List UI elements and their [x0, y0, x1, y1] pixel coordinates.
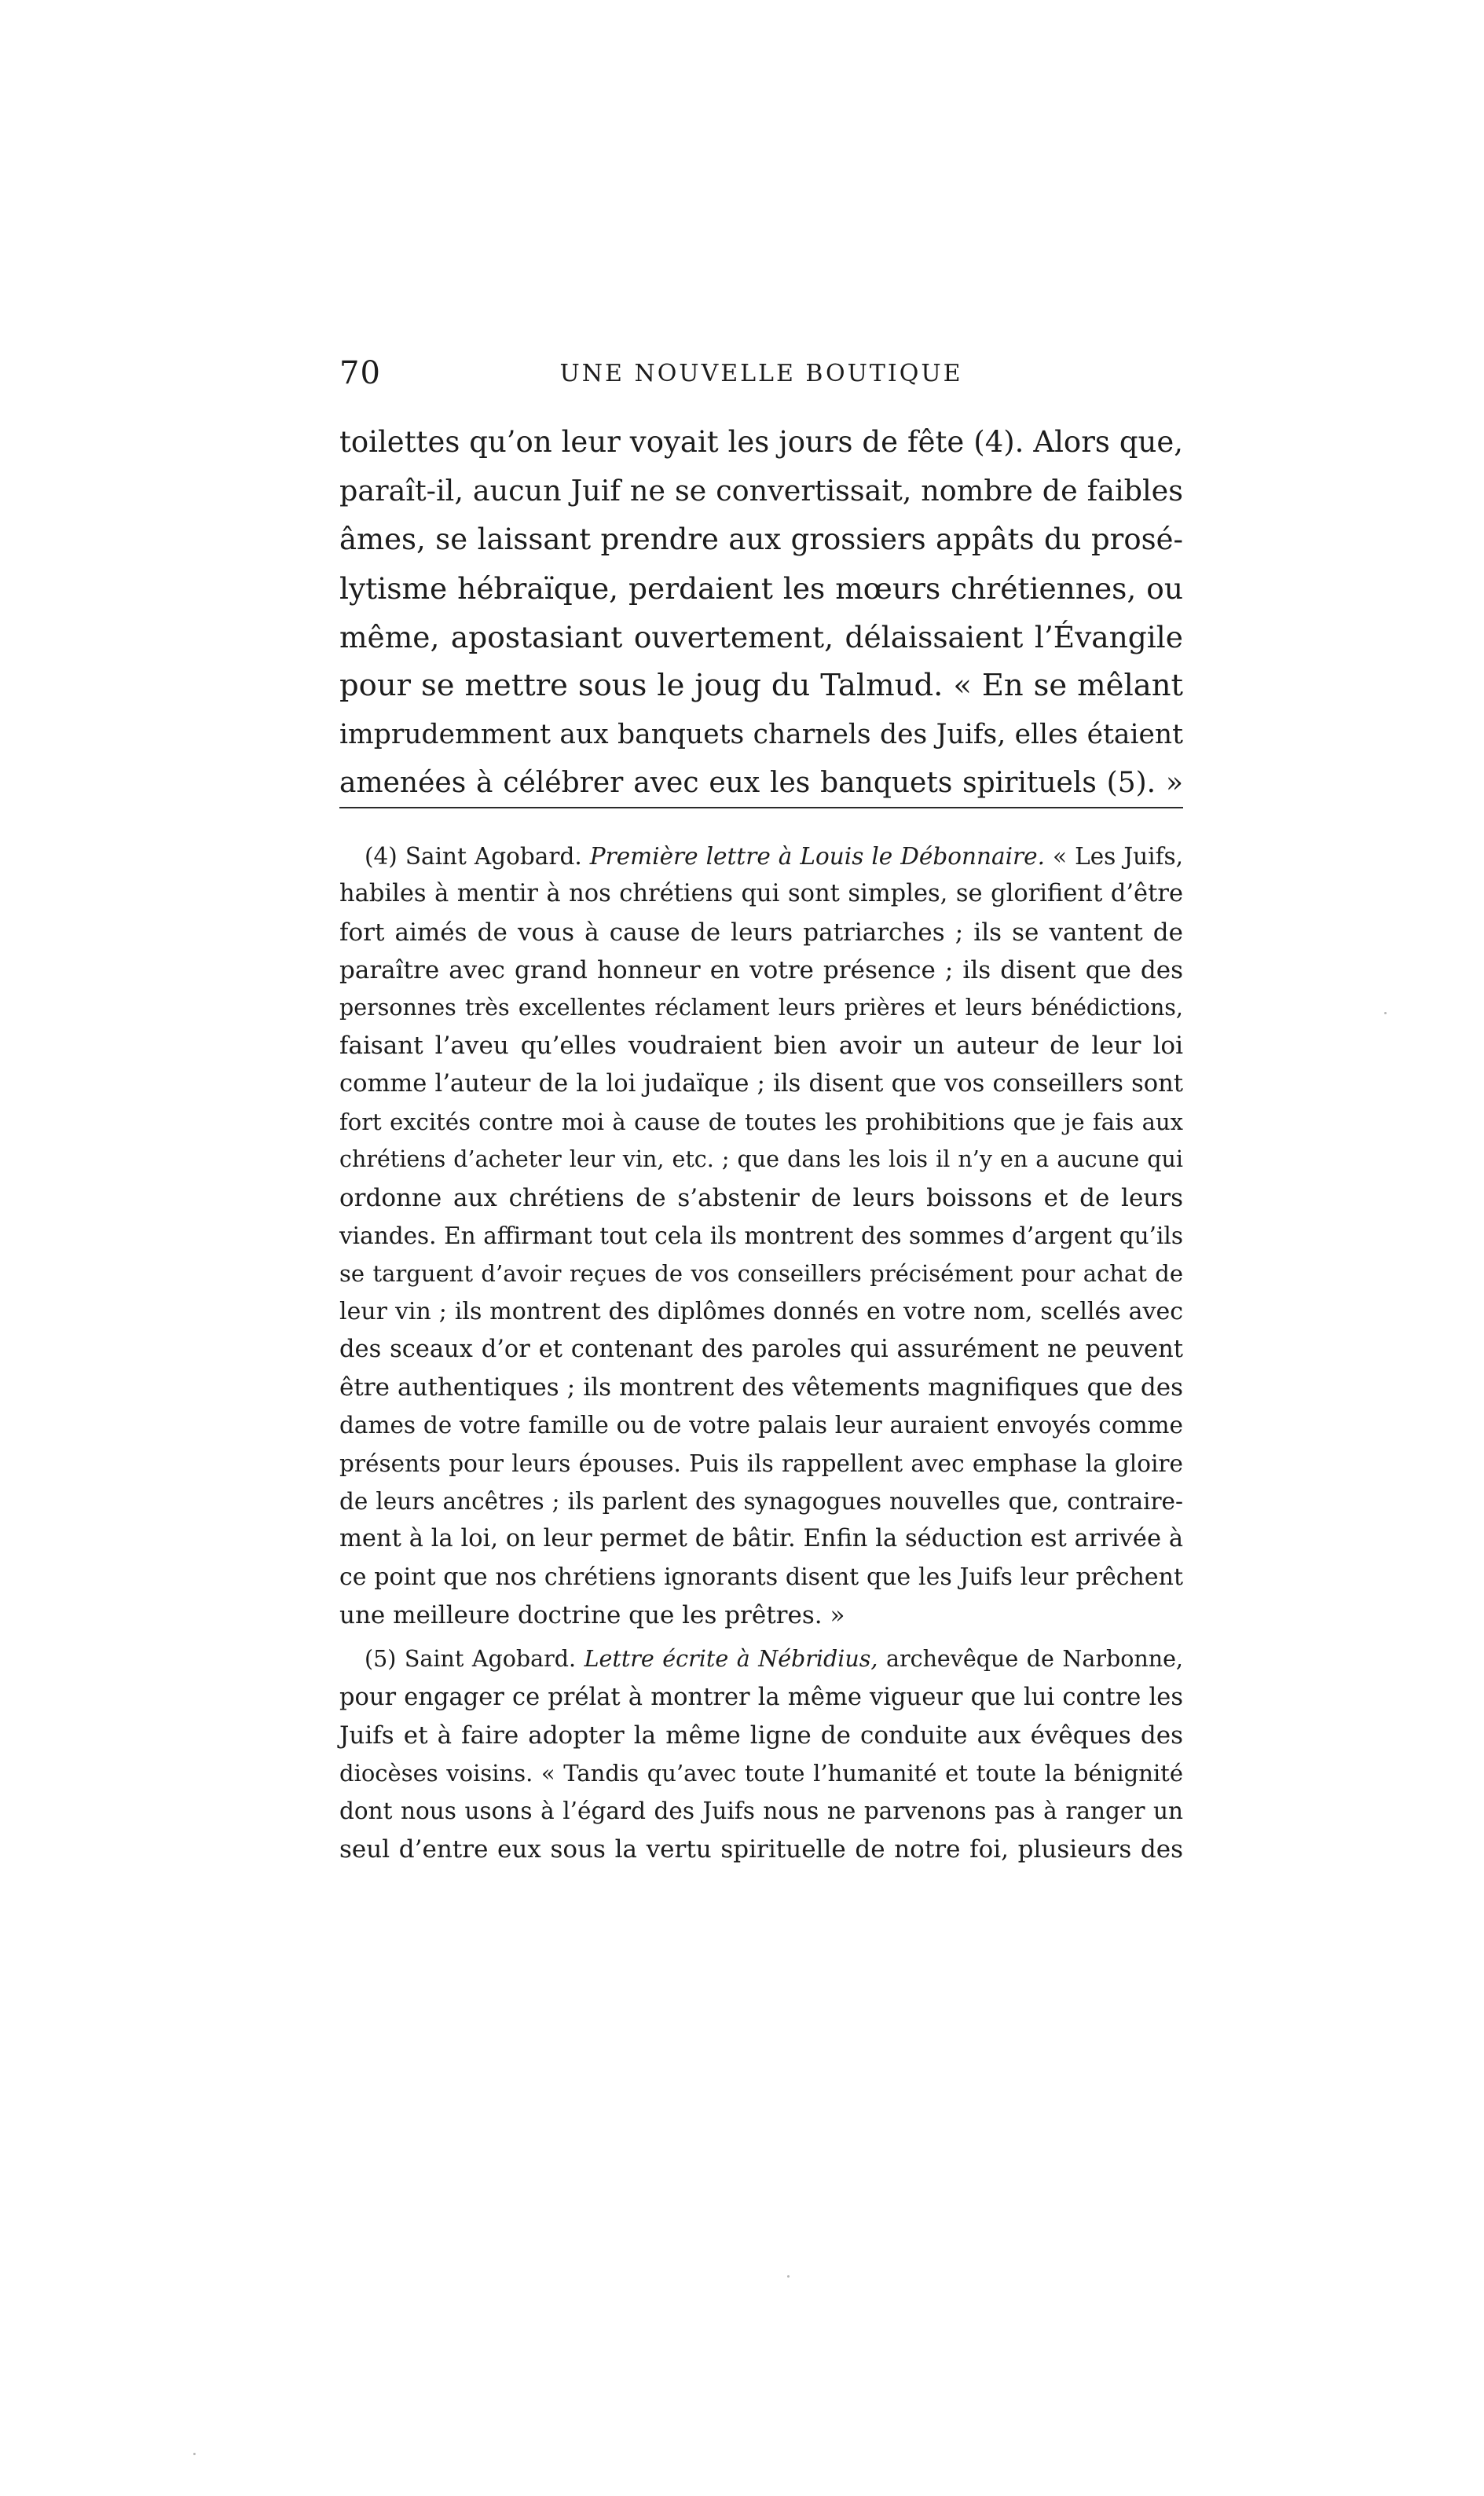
paper-speck — [193, 2453, 196, 2455]
footnote-line: une meilleure doctrine que les prêtres. » — [339, 1600, 845, 1629]
footnote-line: ce point que nos chrétiens ignorants disent que les Juifs leur prêchent — [339, 1563, 1183, 1591]
footnote-line: seul d’entre eux sous la vertu spirituelle de notre foi, plusieurs des — [339, 1834, 1183, 1864]
footnote-line: Juifs et à faire adopter la même ligne de conduite aux évêques des — [339, 1721, 1183, 1750]
body-line: amenées à célébrer avec eux les banquets spirituels (5). » — [339, 767, 1183, 799]
footnote-line — [339, 1640, 1183, 1678]
footnote-line: de leurs ancêtres ; ils parlent des synagogues nouvelles que, contraire- — [339, 1488, 1183, 1516]
footnotes — [339, 837, 1183, 1868]
footnote-5 — [339, 1640, 1183, 1868]
footnote-line: comme l’auteur de la loi judaïque ; ils disent que vos conseillers sont — [339, 1069, 1183, 1098]
footnote-line: ordonne aux chrétiens de s’abstenir de leurs boissons et de leurs — [339, 1183, 1183, 1212]
footnote-line: faisant l’aveu qu’elles voudraient bien avoir un auteur de leur loi — [339, 1032, 1183, 1061]
running-head — [339, 355, 1183, 402]
body-line: pour se mettre sous le joug du Talmud. « En se mêlant — [339, 668, 1183, 703]
footnote-line: dames de votre famille ou de votre palais leur auraient envoyés comme — [339, 1412, 1183, 1439]
footnote-line: paraître avec grand honneur en votre présence ; ils disent que des — [339, 955, 1183, 984]
footnote-marker-text: (4) Saint Agobard. — [365, 843, 590, 870]
body-line: paraît-il, aucun Juif ne se convertissait, nombre de faibles — [339, 474, 1183, 508]
cited-work-title: Lettre écrite à Nébridius, — [584, 1646, 878, 1673]
body-line: âmes, se laissant prendre aux grossiers appâts du prosé- — [339, 522, 1183, 556]
paper-speck — [1384, 1012, 1387, 1014]
footnote-line: habiles à mentir à nos chrétiens qui sont simples, se glorifient d’être — [339, 880, 1183, 908]
paper-speck — [787, 2275, 790, 2278]
footnote-line: fort excités contre moi à cause de toutes les prohibitions que je fais aux — [339, 1109, 1183, 1136]
running-title: UNE NOUVELLE BOUTIQUE — [559, 360, 963, 387]
cited-work-title: Première lettre à Louis le Débonnaire. — [589, 843, 1045, 870]
footnote-line: diocèses voisins. « Tandis qu’avec toute l’humanité et toute la bénignité — [339, 1760, 1183, 1787]
footnote-line: être authentiques ; ils montrent des vêtements magnifiques que des — [339, 1373, 1183, 1402]
footnote-line: chrétiens d’acheter leur vin, etc. ; que dans les lois il n’y en a aucune qui — [339, 1146, 1183, 1173]
footnote-line: ment à la loi, on leur permet de bâtir. Enfin la séduction est arrivée à — [339, 1525, 1183, 1553]
footnote-4 — [339, 837, 1183, 1634]
body-line: même, apostasiant ouvertement, délaissaient l’Évangile — [339, 620, 1183, 654]
footnote-line: viandes. En affirmant tout cela ils montrent des sommes d’argent qu’ils — [339, 1222, 1183, 1249]
footnote-line: pour engager ce prélat à montrer la même vigueur que lui contre les — [339, 1683, 1183, 1711]
footnote-line: leur vin ; ils montrent des diplômes donnés en votre nom, scellés avec — [339, 1297, 1183, 1325]
body-line: toilettes qu’on leur voyait les jours de fête (4). Alors que, — [339, 425, 1183, 459]
footnote-text: « Les Juifs, — [1045, 843, 1184, 870]
footnote-line — [339, 837, 1183, 875]
footnote-gap — [339, 1634, 1183, 1640]
footnote-line: fort aimés de vous à cause de leurs patriarches ; ils se vantent de — [339, 918, 1183, 947]
footnote-text: archevêque de Narbonne, — [878, 1646, 1183, 1673]
footnote-line: se targuent d’avoir reçues de vos conseillers précisément pour achat de — [339, 1260, 1183, 1288]
footnote-line: présents pour leurs épouses. Puis ils rappellent avec emphase la gloire — [339, 1450, 1183, 1477]
footnote-line: dont nous usons à l’égard des Juifs nous ne parvenons pas à ranger un — [339, 1798, 1183, 1825]
body-line: imprudemment aux banquets charnels des Juifs, elles étaient — [339, 719, 1183, 750]
page-number: 70 — [339, 355, 381, 391]
footnote-separator-rule — [339, 807, 1183, 808]
body-text — [339, 418, 1183, 808]
footnote-line: personnes très excellentes réclament leurs prières et leurs bénédictions, — [339, 995, 1183, 1021]
footnote-line: des sceaux d’or et contenant des paroles qui assurément ne peuvent — [339, 1335, 1183, 1363]
footnote-marker-text: (5) Saint Agobard. — [365, 1646, 584, 1673]
body-line: lytisme hébraïque, perdaient les mœurs chrétiennes, ou — [339, 571, 1183, 606]
